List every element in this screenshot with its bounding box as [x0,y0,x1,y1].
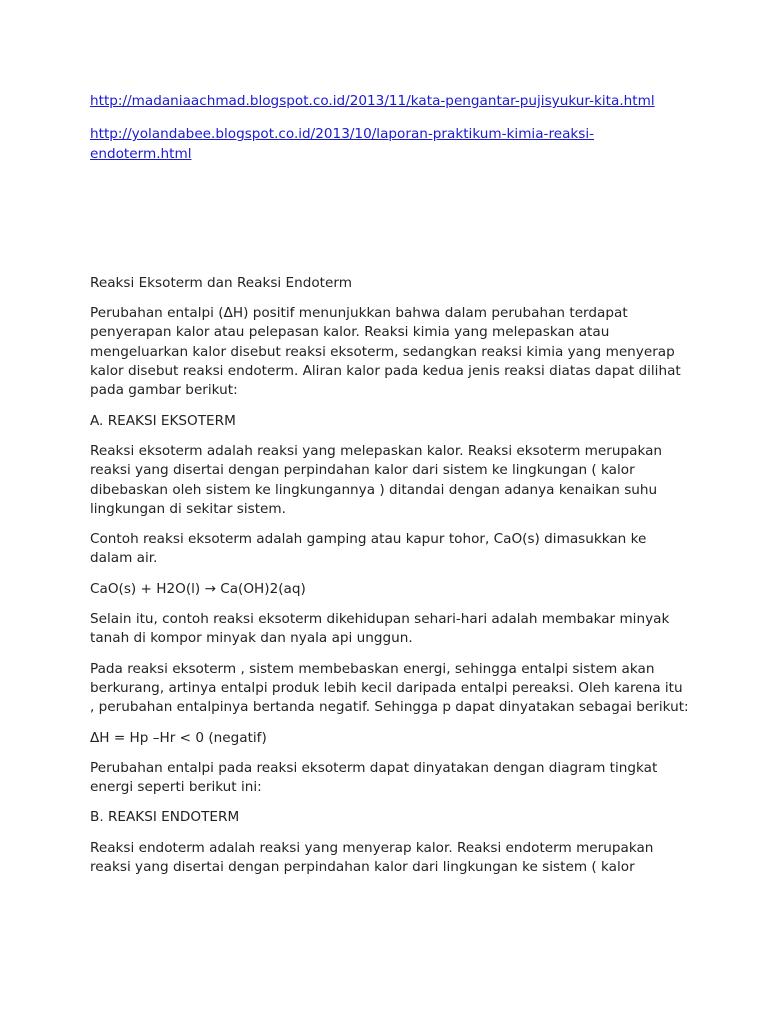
eksoterm-daily-example-paragraph: Selain itu, contoh reaksi eksoterm dikehidupan sehari-hari adalah membakar minyak tanah di kompor minyak dan nyala api unggun. [90,611,670,647]
endoterm-definition-paragraph: Reaksi endoterm adalah reaksi yang menyerap kalor. Reaksi endoterm merupakan reaksi yang disertai dengan perpindahan kalor dari lingkungan ke sistem ( kalor [90,839,654,876]
heading-endoterm: B. REAKSI ENDOTERM [90,809,240,826]
reference-link-1[interactable]: http://madaniaachmad.blogspot.co.id/2013/11/kata-pengantar-pujisyukur-kita.html [90,93,655,109]
heading-eksoterm: A. REAKSI EKSOTERM [90,412,236,429]
eksoterm-example-paragraph: Contoh reaksi eksoterm adalah gamping atau kapur tohor, CaO(s) dimasukkan ke dalam air. [90,531,647,567]
eksoterm-equation: CaO(s) + H2O(l) → Ca(OH)2(aq) [90,580,306,597]
eksoterm-definition-paragraph: Reaksi eksoterm adalah reaksi yang melepaskan kalor. Reaksi eksoterm merupakan reaksi yang disertai dengan perpindahan kalor dari sistem ke lingkungan ( kalor dibebaskan oleh sistem ke lingkungannya ) ditandai dengan adanya kenaikan suhu lingkungan di sekitar sistem. [90,442,663,517]
eksoterm-energy-paragraph: Pada reaksi eksoterm , sistem membebaskan energi, sehingga entalpi sistem akan berkurang, artinya entalpi produk lebih kecil daripada entalpi pereaksi. Oleh karena itu , perubahan entalpinya bertanda negatif. Sehingga p dapat dinyatakan sebagai berikut: [90,660,689,716]
intro-paragraph: Perubahan entalpi (ΔH) positif menunjukkan bahwa dalam perubahan terdapat penyerapan kalor atau pelepasan kalor. Reaksi kimia yang melepaskan atau mengeluarkan kalor disebut reaksi eksoterm, sedangkan reaksi kimia yang menyerap kalor disebut reaksi endoterm. Aliran kalor pada kedua jenis reaksi diatas dapat dilihat pada gambar berikut: [90,305,681,399]
reference-link-2[interactable]: http://yolandabee.blogspot.co.id/2013/10/laporan-praktikum-kimia-reaksi-endoterm.html [90,126,595,162]
eksoterm-diagram-paragraph: Perubahan entalpi pada reaksi eksoterm dapat dinyatakan dengan diagram tingkat energi seperti berikut ini: [90,759,658,796]
document-title: Reaksi Eksoterm dan Reaksi Endoterm [90,274,352,291]
enthalpy-formula: ΔH = Hp –Hr < 0 (negatif) [90,729,267,746]
document-page [90,92,690,888]
